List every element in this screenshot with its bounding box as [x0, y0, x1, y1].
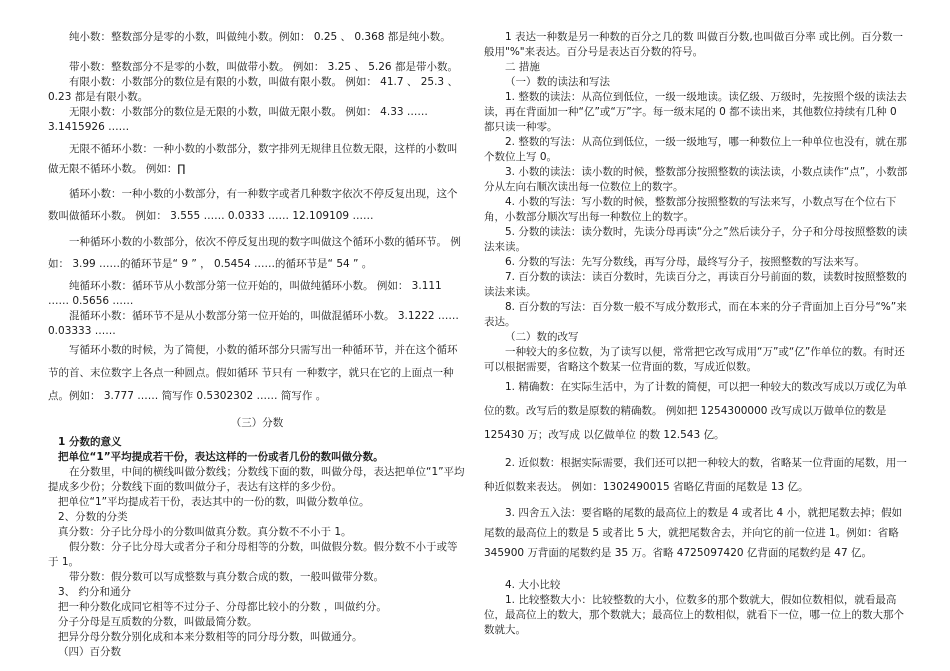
paragraph: 循环小数：一种小数的小数部分，有一种数字或者几种数字依次不停反复出现，这个数叫做循环小数。 例如： 3.555 …… 0.0333 …… 12.109109 …… [48, 188, 458, 222]
paragraph: 6. 分数的写法：先写分数线，再写分母，最终写分子，按照整数的写法来写。 [505, 256, 865, 268]
paragraph: 一种循环小数的小数部分，依次不停反复出现的数字叫做这个循环小数的循环节。 例如： 3.99 ……的循环节是“ 9 ” ， 0.5454 ……的循环节是“ 54 ” 。 [48, 236, 461, 270]
paragraph: 1 表达一种数是另一种数的百分之几的数 叫做百分数,也叫做百分率 或比例。百分数一般用"%"来表达。百分号是表达百分数的符号。 [484, 31, 904, 58]
paragraph: 纯小数：整数部分是零的小数，叫做纯小数。例如： 0.25 、 0.368 都是纯小数。 [69, 31, 451, 43]
paragraph: 分子分母是互质数的分数，叫做最简分数。 [58, 616, 258, 628]
section-heading: （三）分数 [230, 417, 284, 429]
section-heading: （四）百分数 [58, 646, 121, 658]
paragraph: 1. 比较整数大小：比较整数的大小，位数多的那个数就大，假如位数相似，就看最高位，最高位上的数大，那个数就大；最高位上的数相似，就看下一位，哪一位上的数大那个数就大。 [484, 594, 904, 636]
paragraph: 3. 四舍五入法：要省略的尾数的最高位上的数是 4 或者比 4 小，就把尾数去掉；假如尾数的最高位上的数是 5 或者比 5 大，就把尾数舍去，并向它的前一位进 1。例如：省略 345900 万背面的尾数约是 35 万。省略 4725097420 亿背面的尾数约是 47 亿。 [484, 507, 903, 559]
subsection-heading: 4. 大小比较 [505, 579, 561, 591]
paragraph: 带分数：假分数可以写成整数与真分数合成的数，一般叫做带分数。 [69, 571, 384, 583]
paragraph: 把单位“1”平均提成若干份，表达其中的一份的数，叫做分数单位。 [58, 496, 370, 508]
paragraph: 1. 精确数：在实际生活中，为了计数的简便，可以把一种较大的数改写成以万或亿为单位的数。改写后的数是原数的精确数。 例如把 1254300000 改写成以万做单位的数是 125430 万；改写成 以亿做单位 的数 12.543 亿。 [484, 381, 907, 441]
paragraph: 有限小数：小数部分的数位是有限的小数，叫做有限小数。 例如： 41.7 、 25.3 、 0.23 都是有限小数。 [48, 76, 458, 103]
left-column [48, 30, 466, 660]
paragraph: 5. 分数的读法：读分数时，先读分母再读“分之”然后读分子，分子和分母按照整数的读法来读。 [484, 226, 908, 253]
section-heading: （一）数的读法和写法 [505, 76, 610, 88]
paragraph: 7. 百分数的读法：读百分数时，先读百分之，再读百分号前面的数，读数时按照整数的读法来读。 [484, 271, 907, 298]
paragraph: 1. 整数的读法：从高位到低位，一级一级地读。读亿级、万级时，先按照个级的读法去读，再在背面加一种“亿”或“万”字。每一级末尾的 0 都不读出来，其他数位持续有几种 0 都只读一种零。 [484, 91, 907, 133]
section-heading: （二）数的改写 [505, 331, 579, 343]
paragraph: 写循环小数的时候，为了简便，小数的循环部分只需写出一种循环节，并在这个循环节的首、末位数字上各点一种圆点。假如循环 节只有 一种数字，就只在它的上面点一种点。例如： 3.777 …… 简写作 0.5302302 …… 简写作 。 [48, 344, 458, 402]
paragraph: 混循环小数：循环节不是从小数部分第一位开始的，叫做混循环小数。 3.1222 …… 0.03333 …… [48, 310, 459, 337]
subsection-heading: 3、 约分和通分 [58, 586, 132, 598]
paragraph: 无限小数：小数部分的数位是无限的小数，叫做无限小数。 例如： 4.33 …… 3.1415926 …… [48, 106, 428, 133]
paragraph: 3. 小数的读法：读小数的时候，整数部分按照整数的读法读，小数点读作“点”，小数部分从左向右顺次读出每一位数位上的数字。 [484, 166, 908, 193]
paragraph: 假分数：分子比分母大或者分子和分母相等的分数，叫做假分数。假分数不小于或等于 1。 [48, 541, 458, 568]
paragraph: 无限不循环小数：一种小数的小数部分，数字排列无规律且位数无限，这样的小数叫做无限不循环小数。 例如：∏ [48, 143, 458, 175]
paragraph: 8. 百分数的写法：百分数一般不写成分数形式，而在本来的分子背面加上百分号“%”来表达。 [484, 301, 907, 328]
section-heading: 二 措施 [505, 61, 540, 73]
subsection-heading: 1 分数的意义 [58, 436, 122, 448]
paragraph: 在分数里，中间的横线叫做分数线；分数线下面的数，叫做分母，表达把单位“1”平均提成多少份；分数线下面的数叫做分子，表达有这样的多少份。 [48, 466, 465, 493]
paragraph: 带小数：整数部分不是零的小数，叫做带小数。 例如： 3.25 、 5.26 都是带小数。 [69, 61, 458, 73]
paragraph: 把异分母分数分别化成和本来分数相等的同分母分数，叫做通分。 [58, 631, 363, 643]
right-column [484, 30, 909, 638]
subsection-heading: 2、分数的分类 [58, 511, 128, 523]
paragraph: 一种较大的多位数，为了读写以便，常常把它改写成用“万”或“亿”作单位的数。有时还可以根据需要，省略这个数某一位背面的数，写成近似数。 [484, 346, 905, 373]
paragraph: 4. 小数的写法：写小数的时候，整数部分按照整数的写法来写，小数点写在个位右下角，小数部分顺次写出每一种数位上的数字。 [484, 196, 897, 223]
paragraph: 纯循环小数：循环节从小数部分第一位开始的，叫做纯循环小数。 例如： 3.111 …… 0.5656 …… [48, 280, 442, 307]
paragraph: 2. 整数的写法：从高位到低位，一级一级地写，哪一种数位上一种单位也没有，就在那个数位上写 0。 [484, 136, 907, 163]
paragraph: 2. 近似数：根据实际需要，我们还可以把一种较大的数，省略某一位背面的尾数，用一种近似数来表达。 例如：1302490015 省略亿背面的尾数是 13 亿。 [484, 457, 907, 493]
definition-bold: 把单位“1”平均提成若干份，表达这样的一份或者几份的数叫做分数。 [58, 451, 384, 463]
paragraph: 真分数：分子比分母小的分数叫做真分数。真分数不不小于 1。 [58, 526, 352, 538]
paragraph: 把一种分数化成同它相等不过分子、分母都比较小的分数 ，叫做约分。 [58, 601, 387, 613]
